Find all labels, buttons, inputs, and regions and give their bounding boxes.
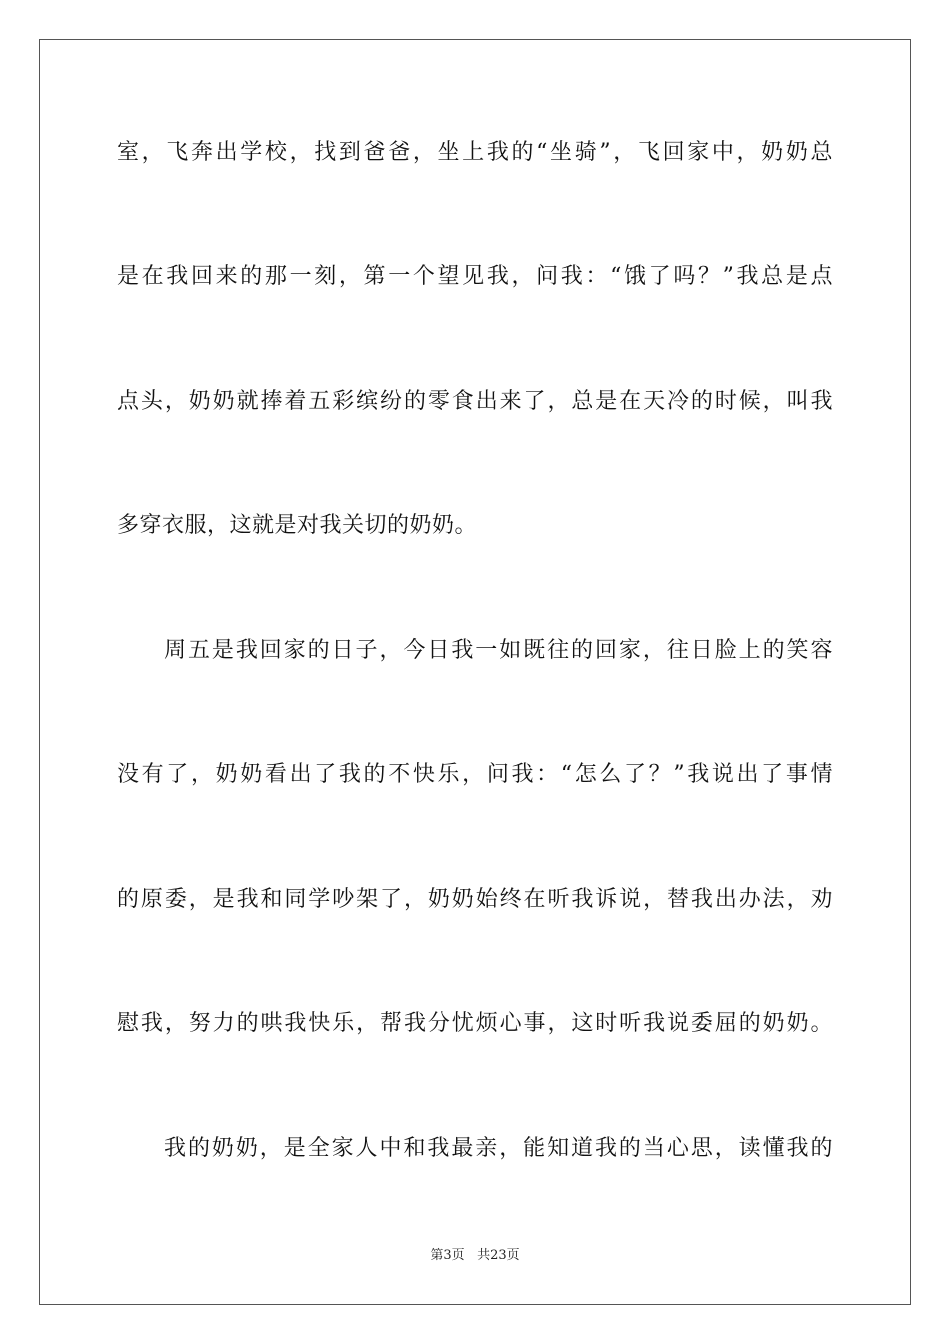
paragraph-start-line: 我的奶奶，是全家人中和我最亲，能知道我的当心思，读懂我的 <box>164 1136 833 1161</box>
text-line: 室，飞奔出学校，找到爸爸，坐上我的“坐骑”，飞回家中，奶奶总 <box>117 140 833 165</box>
paragraph-start-line: 周五是我回家的日子，今日我一如既往的回家，往日脸上的笑容 <box>164 638 833 663</box>
page-frame <box>39 39 911 1305</box>
page-footer <box>0 1247 950 1265</box>
page-number: 第3页 <box>430 1248 465 1263</box>
text-line: 多穿衣服，这就是对我关切的奶奶。 <box>117 513 478 538</box>
text-line: 没有了，奶奶看出了我的不快乐，问我：“怎么了？”我说出了事情 <box>117 762 833 787</box>
text-line: 的原委，是我和同学吵架了，奶奶始终在听我诉说，替我出办法，劝 <box>117 887 833 912</box>
text-line: 点头，奶奶就捧着五彩缤纷的零食出来了，总是在天冷的时候，叫我 <box>117 389 833 414</box>
page-total: 共23页 <box>477 1248 520 1263</box>
text-line: 慰我，努力的哄我快乐，帮我分忧烦心事，这时听我说委屈的奶奶。 <box>117 1011 833 1036</box>
text-line: 是在我回来的那一刻，第一个望见我，问我：“饿了吗？”我总是点 <box>117 264 833 289</box>
